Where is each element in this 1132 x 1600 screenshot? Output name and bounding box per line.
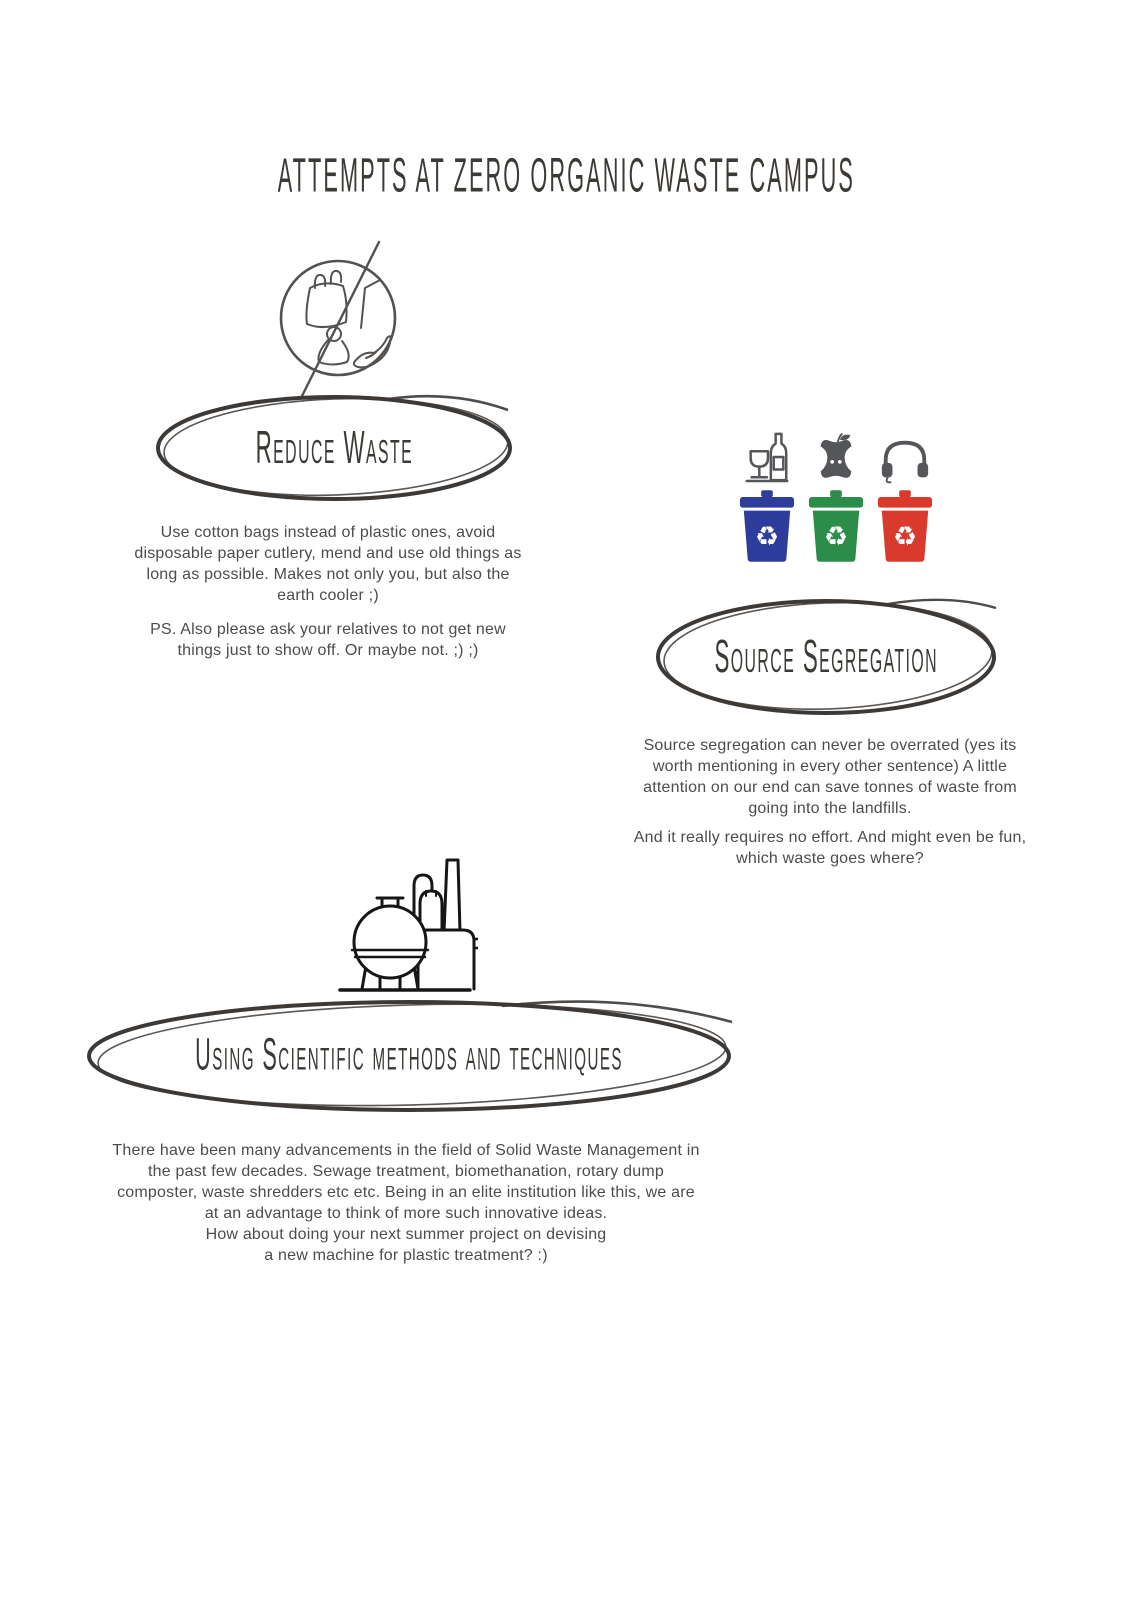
source-segregation-section-badge [652,594,1000,720]
recycle-symbol: ♻ [823,521,849,553]
bin-column-recyclables [736,426,798,569]
reduce-waste-section-badge [152,390,516,506]
scientific-methods-closing-line2: a new machine for plastic treatment? :) [264,1247,548,1264]
blue-recycle-bin [738,490,796,569]
reduce-waste-heading: Reduce Waste [255,421,413,474]
reduce-waste-body: Use cotton bags instead of plastic ones, avoid disposable paper cutlery, mend and use old things as long as possible. Makes not only you, but also the earth cooler ;) [134,524,522,604]
scientific-methods-text [95,1140,717,1266]
scientific-methods-heading: Using Scientific methods and techniques [195,1030,623,1080]
bin-column-ewaste [874,426,936,569]
apple-core-icon [813,426,859,484]
scientific-methods-section-badge [82,996,736,1116]
segregation-bins [736,426,936,569]
green-recycle-bin [807,490,865,569]
headphones-icon [878,426,932,484]
reduce-waste-text [108,522,548,661]
source-segregation-heading: Source Segregation [714,630,938,683]
page-title-text: ATTEMPTS AT ZERO ORGANIC WASTE CAMPUS [277,148,855,203]
factory-icon-art [328,840,478,992]
wine-bottle-and-glass-icon [742,426,792,484]
scientific-methods-body: There have been many advancements in the field of Solid Waste Management in the past few decades. Sewage treatment, biomethanation, rotary dump composter, waste shredders etc etc. Being in an elite institution like this, we are at an advantage to think of more such innovative ideas. [112,1142,700,1222]
recycle-symbol: ♻ [892,521,918,553]
factory-icon [328,840,478,992]
bin-column-organic [805,426,867,569]
red-recycle-bin [876,490,934,569]
no-plastic-icon-art [270,236,408,404]
scientific-methods-closing-line1: How about doing your next summer project on devising [205,1226,607,1243]
source-segregation-text [610,735,1050,869]
no-plastic-icon [270,236,408,404]
reduce-waste-ps: PS. Also please ask your relatives to not get new things just to show off. Or maybe not. ;) ;) [150,621,506,659]
source-segregation-body: Source segregation can never be overrated (yes its worth mentioning in every other sentence) A little attention on our end can save tonnes of waste from going into the landfills. [643,737,1017,817]
source-segregation-body2: And it really requires no effort. And might even be fun, which waste goes where? [633,829,1027,867]
recycle-symbol: ♻ [754,521,780,553]
page-title [0,146,1132,206]
